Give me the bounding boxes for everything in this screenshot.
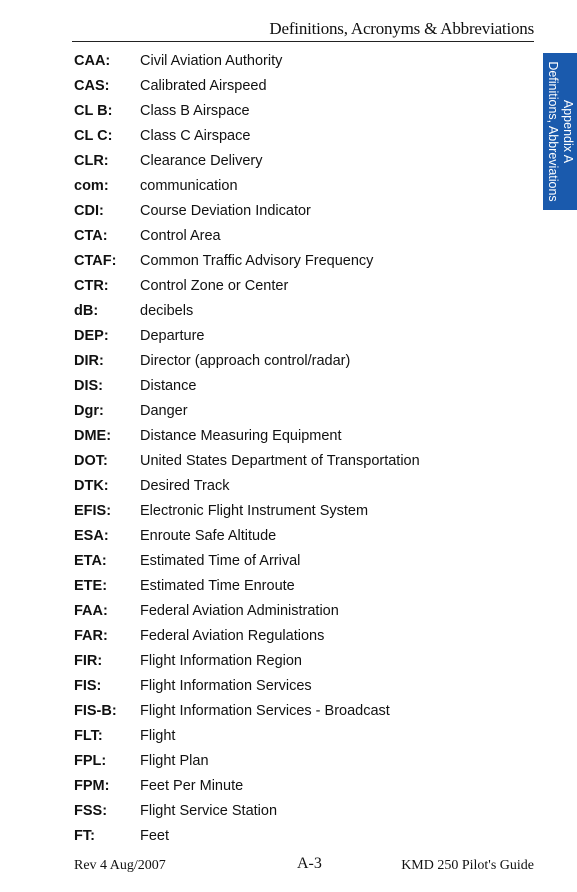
appendix-side-tab [543,53,577,210]
abbreviation-term: FIS: [74,677,102,694]
abbreviation-term: FT: [74,827,95,844]
abbreviation-definition: Distance Measuring Equipment [140,427,342,444]
abbreviation-row [74,623,534,648]
abbreviation-definition: Distance [140,377,197,394]
abbreviation-definition: Feet Per Minute [140,777,244,794]
abbreviation-definition: Civil Aviation Authority [140,52,283,69]
abbreviation-row [74,473,534,498]
abbreviation-term: FAR: [74,627,108,644]
abbreviation-definition: Desired Track [140,477,230,494]
abbreviation-term: CAS: [74,77,110,94]
abbreviation-row [74,798,534,823]
abbreviation-row [74,148,534,173]
abbreviation-definition: Common Traffic Advisory Frequency [140,252,374,269]
abbreviation-row [74,498,534,523]
abbreviation-definition: Clearance Delivery [140,152,263,169]
abbreviation-row [74,198,534,223]
footer-page-number: A-3 [297,855,322,872]
abbreviation-term: EFIS: [74,502,112,519]
abbreviation-row [74,348,534,373]
abbreviation-definition: Federal Aviation Administration [140,602,339,619]
footer-revision: Rev 4 Aug/2007 [74,858,166,873]
abbreviation-row [74,73,534,98]
abbreviation-row [74,173,534,198]
abbreviation-definition: Flight Plan [140,752,209,769]
abbreviation-definition: Control Area [140,227,221,244]
abbreviation-term: CL C: [74,127,113,144]
abbreviation-row [74,248,534,273]
abbreviation-row [74,423,534,448]
abbreviation-definition: Feet [140,827,170,844]
abbreviation-term: FIS-B: [74,702,117,719]
abbreviation-definition: Danger [140,402,188,419]
abbreviation-row [74,673,534,698]
abbreviation-term: CLR: [74,152,109,169]
abbreviation-term: FAA: [74,602,108,619]
abbreviation-definition: Federal Aviation Regulations [140,627,325,644]
abbreviation-definition: United States Department of Transportation [140,452,420,469]
abbreviation-term: FPL: [74,752,107,769]
abbreviation-term: FSS: [74,802,108,819]
abbreviation-definition: Estimated Time Enroute [140,577,295,594]
abbreviation-row [74,723,534,748]
abbreviation-row [74,823,534,848]
abbreviation-definition: Flight Service Station [140,802,278,819]
abbreviation-definition: communication [140,177,238,194]
abbreviation-row [74,448,534,473]
abbreviation-row [74,323,534,348]
abbreviation-row [74,273,534,298]
abbreviation-definition: Flight [140,727,176,744]
abbreviation-row [74,398,534,423]
abbreviation-definition: Calibrated Airspeed [140,77,267,94]
abbreviation-term: CTR: [74,277,109,294]
footer-document-title: KMD 250 Pilot's Guide [401,858,534,873]
abbreviation-row [74,123,534,148]
abbreviation-definition: Flight Information Services [140,677,312,694]
abbreviation-term: ETE: [74,577,108,594]
abbreviation-term: DOT: [74,452,108,469]
abbreviation-row [74,98,534,123]
abbreviation-term: ETA: [74,552,107,569]
abbreviation-definition: Estimated Time of Arrival [140,552,301,569]
abbreviation-term: FPM: [74,777,110,794]
abbreviation-definition: Class B Airspace [140,102,250,119]
abbreviation-row [74,223,534,248]
abbreviation-term: CDI: [74,202,104,219]
abbreviation-term: dB: [74,302,99,319]
abbreviation-term: com: [74,177,109,194]
abbreviation-definition: Flight Information Region [140,652,302,669]
abbreviation-row [74,573,534,598]
abbreviation-row [74,548,534,573]
abbreviation-definition: Electronic Flight Instrument System [140,502,369,519]
abbreviation-row [74,373,534,398]
abbreviation-term: Dgr: [74,402,104,419]
abbreviation-row [74,598,534,623]
abbreviation-row [74,523,534,548]
abbreviation-term: DTK: [74,477,109,494]
abbreviation-list [74,48,534,848]
abbreviation-definition: Departure [140,327,205,344]
side-tab-line-1: Appendix A [561,99,575,164]
abbreviation-term: CTAF: [74,252,117,269]
side-tab-line-2: Definitions, Abbreviations [546,61,560,202]
abbreviation-row [74,698,534,723]
abbreviation-term: DME: [74,427,112,444]
abbreviation-definition: decibels [140,302,194,319]
abbreviation-row [74,773,534,798]
abbreviation-term: FIR: [74,652,103,669]
abbreviation-term: DIS: [74,377,103,394]
abbreviation-definition: Enroute Safe Altitude [140,527,277,544]
abbreviation-row [74,748,534,773]
abbreviation-definition: Course Deviation Indicator [140,202,311,219]
abbreviation-term: CAA: [74,52,111,69]
abbreviation-row [74,648,534,673]
abbreviation-definition: Control Zone or Center [140,277,289,294]
abbreviation-definition: Director (approach control/radar) [140,352,351,369]
appendix-side-tab-text [543,53,577,210]
abbreviation-row [74,298,534,323]
abbreviation-term: ESA: [74,527,109,544]
abbreviation-row [74,48,534,73]
page-header-title: Definitions, Acronyms & Abbreviations [269,19,534,38]
abbreviation-definition: Class C Airspace [140,127,251,144]
abbreviation-term: CTA: [74,227,108,244]
abbreviation-term: FLT: [74,727,103,744]
abbreviation-term: DEP: [74,327,109,344]
abbreviation-term: DIR: [74,352,104,369]
abbreviation-term: CL B: [74,102,113,119]
header-divider [72,41,534,42]
abbreviation-definition: Flight Information Services - Broadcast [140,702,390,719]
